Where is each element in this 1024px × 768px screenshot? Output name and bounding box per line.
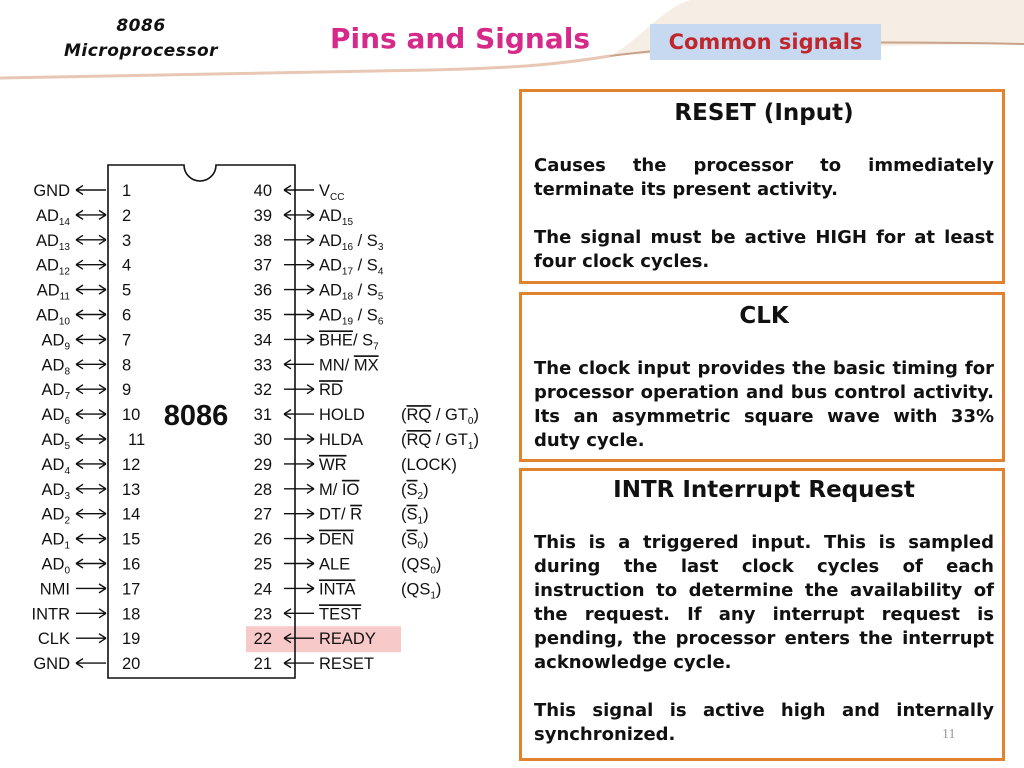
right-pin-36-number: 36 bbox=[253, 281, 272, 300]
right-pin-21-name: RESET bbox=[319, 655, 375, 674]
left-pin-1-arrow bbox=[76, 186, 106, 195]
left-pin-3-number: 3 bbox=[122, 231, 132, 250]
left-pin-2-number: 2 bbox=[122, 206, 132, 225]
left-pin-16-arrow bbox=[76, 559, 106, 568]
left-pin-20-name: GND bbox=[33, 655, 70, 674]
left-pin-8-name: $AD_8$ bbox=[41, 356, 70, 378]
right-pin-24-number: 24 bbox=[253, 580, 272, 599]
right-pin-39-arrow bbox=[284, 210, 314, 219]
left-pin-3-name: $AD_{13}$ bbox=[35, 231, 70, 253]
left-pin-17-arrow bbox=[76, 584, 106, 593]
left-pin-7-arrow bbox=[76, 335, 106, 344]
right-pin-23-arrow bbox=[284, 609, 314, 618]
left-pin-9-number: 9 bbox=[122, 381, 132, 400]
right-pin-30-number: 30 bbox=[253, 431, 272, 449]
right-pin-36-name: $AD_{18} / S_5$ bbox=[319, 281, 384, 303]
left-pin-8-arrow bbox=[76, 360, 106, 369]
left-pin-13-arrow bbox=[76, 484, 106, 493]
left-pin-11-number: 11 bbox=[128, 431, 146, 449]
slide-title: Pins and Signals bbox=[330, 22, 590, 55]
right-pin-29-alt-function: (LOCK) bbox=[401, 455, 457, 474]
right-pin-33-number: 33 bbox=[253, 356, 272, 375]
reset-heading: RESET (Input) bbox=[674, 100, 854, 126]
right-pin-32-arrow bbox=[284, 385, 314, 394]
chip-label: 8086 bbox=[163, 400, 229, 432]
left-pin-2-name: $AD_{14}$ bbox=[35, 206, 70, 228]
right-pin-30-name: HLDA bbox=[319, 431, 364, 449]
right-pin-37-number: 37 bbox=[253, 256, 272, 275]
right-pin-37-name: $AD_{17} / S_4$ bbox=[319, 256, 384, 278]
left-pin-5-number: 5 bbox=[122, 281, 132, 300]
right-pin-39-number: 39 bbox=[253, 206, 272, 225]
left-pin-19-number: 19 bbox=[122, 630, 141, 649]
left-pin-2-arrow bbox=[76, 210, 106, 219]
right-pin-26-name: DEN bbox=[319, 530, 354, 549]
right-pin-27-arrow bbox=[284, 509, 314, 518]
right-pin-36-arrow bbox=[284, 285, 314, 294]
intr-heading: INTR Interrupt Request bbox=[613, 477, 915, 503]
left-pin-13-name: $AD_3$ bbox=[41, 480, 70, 502]
left-pin-12-name: $AD_4$ bbox=[41, 455, 70, 477]
left-pin-10-name: $AD_6$ bbox=[41, 406, 70, 428]
left-pin-18-arrow bbox=[76, 609, 106, 618]
right-pin-40-name: $V_{CC}$ bbox=[319, 182, 345, 203]
left-pin-8-number: 8 bbox=[122, 356, 132, 375]
left-pin-9-arrow bbox=[76, 385, 106, 394]
right-pin-26-arrow bbox=[284, 534, 314, 543]
intr-info-box bbox=[519, 468, 1005, 761]
course-logo bbox=[36, 14, 246, 64]
left-pin-18-name: INTR bbox=[31, 605, 70, 624]
right-pin-25-name: ALE bbox=[319, 555, 351, 574]
right-pin-24-name: INTA bbox=[319, 580, 356, 599]
right-pin-33-name: MN/ MX bbox=[319, 356, 379, 375]
left-pin-17-name: NMI bbox=[39, 580, 70, 599]
right-pin-39-name: $AD_{15}$ bbox=[319, 206, 354, 228]
right-pin-32-number: 32 bbox=[253, 381, 272, 400]
left-pin-5-name: $AD_{11}$ bbox=[36, 281, 70, 303]
right-pin-25-number: 25 bbox=[253, 555, 272, 574]
right-pin-27-name: DT/ R bbox=[319, 505, 363, 524]
left-pin-5-arrow bbox=[76, 285, 106, 294]
right-pin-24-arrow bbox=[284, 584, 314, 593]
right-pin-40-number: 40 bbox=[253, 182, 272, 200]
intr-sync-note: This signal is active high and internally synchronized. bbox=[534, 700, 994, 745]
right-pin-29-number: 29 bbox=[253, 455, 272, 474]
left-pin-20-arrow bbox=[76, 659, 106, 668]
right-pin-34-name: BHE/ $S_7$ bbox=[319, 331, 379, 353]
section-badge bbox=[650, 24, 881, 60]
section-badge-label: Common signals bbox=[668, 30, 863, 54]
left-pin-6-arrow bbox=[76, 310, 106, 319]
right-pin-27-alt-function: $(S_1)$ bbox=[401, 505, 429, 527]
left-pin-15-name: $AD_1$ bbox=[41, 530, 70, 552]
right-pin-23-number: 23 bbox=[253, 605, 272, 624]
logo-line-1: 8086 bbox=[116, 16, 166, 36]
reset-info-box bbox=[519, 89, 1005, 284]
right-pin-27-number: 27 bbox=[253, 505, 272, 524]
left-pin-9-name: $AD_7$ bbox=[41, 381, 70, 403]
right-pin-28-number: 28 bbox=[253, 480, 272, 499]
left-pin-17-number: 17 bbox=[122, 580, 141, 599]
left-pin-4-arrow bbox=[76, 260, 106, 269]
right-pin-29-arrow bbox=[284, 459, 314, 468]
left-pin-1-name: GND bbox=[33, 182, 70, 200]
right-pin-23-name: TEST bbox=[319, 605, 362, 624]
left-pin-14-arrow bbox=[76, 509, 106, 518]
right-pin-25-alt-function: $(QS_0)$ bbox=[401, 555, 442, 577]
right-pin-38-arrow bbox=[284, 235, 314, 244]
left-pin-6-name: $AD_{10}$ bbox=[35, 306, 70, 328]
reset-requirement: The signal must be active HIGH for at least four clock cycles. bbox=[534, 227, 994, 272]
page-number: 11 bbox=[942, 727, 956, 742]
right-pin-24-alt-function: $(QS_1)$ bbox=[401, 580, 442, 602]
left-pin-20-number: 20 bbox=[122, 655, 141, 674]
intr-description: This is a triggered input. This is sampled during the last clock cycles of each instruction to determine the availability of the request. If any interrupt request is pending, the processor enters the interrupt acknowledge cycle. bbox=[534, 532, 994, 673]
right-pin-35-name: $AD_{19} / S_6$ bbox=[319, 306, 384, 328]
right-pin-35-number: 35 bbox=[253, 306, 272, 325]
left-pin-11-name: $AD_5$ bbox=[41, 431, 70, 452]
right-pin-21-number: 21 bbox=[253, 655, 272, 674]
left-pin-7-name: $AD_9$ bbox=[41, 331, 70, 353]
right-pin-30-arrow bbox=[284, 435, 314, 444]
right-pin-26-number: 26 bbox=[253, 530, 272, 549]
pins-group bbox=[32, 182, 479, 673]
clk-description: The clock input provides the basic timing for processor operation and bus control activity. Its an asymmetric square wave with 33% duty cycle. bbox=[534, 358, 994, 451]
left-pin-12-arrow bbox=[76, 459, 106, 468]
right-pin-34-arrow bbox=[284, 335, 314, 344]
right-pin-38-number: 38 bbox=[253, 231, 272, 250]
right-pin-31-number: 31 bbox=[253, 406, 272, 425]
left-pin-15-number: 15 bbox=[122, 530, 141, 549]
right-pin-34-number: 34 bbox=[253, 331, 272, 350]
left-pin-14-number: 14 bbox=[122, 505, 141, 524]
left-pin-14-name: $AD_2$ bbox=[41, 505, 70, 527]
left-pin-10-number: 10 bbox=[122, 406, 141, 425]
left-pin-19-arrow bbox=[76, 634, 106, 643]
left-pin-1-number: 1 bbox=[122, 182, 132, 200]
left-pin-16-name: $AD_0$ bbox=[41, 555, 70, 577]
left-pin-18-number: 18 bbox=[122, 605, 141, 624]
clk-info-box bbox=[519, 292, 1005, 462]
right-pin-31-arrow bbox=[284, 410, 314, 419]
right-pin-25-arrow bbox=[284, 559, 314, 568]
clk-heading: CLK bbox=[739, 303, 789, 329]
right-pin-38-name: $AD_{16} / S_3$ bbox=[319, 231, 384, 253]
left-pin-11-arrow bbox=[76, 435, 106, 444]
right-pin-28-name: M/ IO bbox=[319, 480, 360, 499]
right-pin-22-name: READY bbox=[319, 630, 376, 649]
left-pin-4-name: $AD_{12}$ bbox=[35, 256, 70, 278]
right-pin-22-number: 22 bbox=[253, 630, 272, 649]
left-pin-10-arrow bbox=[76, 410, 106, 419]
left-pin-16-number: 16 bbox=[122, 555, 141, 574]
right-pin-40-arrow bbox=[284, 186, 314, 195]
right-pin-35-arrow bbox=[284, 310, 314, 319]
left-pin-6-number: 6 bbox=[122, 306, 132, 325]
left-pin-19-name: CLK bbox=[37, 630, 70, 649]
left-pin-7-number: 7 bbox=[122, 331, 132, 350]
logo-line-2: Microprocessor bbox=[63, 41, 219, 61]
left-pin-3-arrow bbox=[76, 235, 106, 244]
left-pin-13-number: 13 bbox=[122, 480, 141, 499]
pin-diagram bbox=[0, 160, 515, 685]
right-pin-30-alt-function: $(RQ / GT_1)$ bbox=[401, 431, 479, 452]
right-pin-21-arrow bbox=[284, 659, 314, 668]
right-pin-32-name: RD bbox=[319, 381, 343, 400]
right-pin-31-name: HOLD bbox=[319, 406, 365, 425]
left-pin-12-number: 12 bbox=[122, 455, 141, 474]
left-pin-4-number: 4 bbox=[122, 256, 132, 275]
right-pin-37-arrow bbox=[284, 260, 314, 269]
right-pin-33-arrow bbox=[284, 360, 314, 369]
right-pin-29-name: WR bbox=[319, 455, 347, 474]
right-pin-28-alt-function: $(S_2)$ bbox=[401, 480, 429, 502]
right-pin-28-arrow bbox=[284, 484, 314, 493]
left-pin-15-arrow bbox=[76, 534, 106, 543]
right-pin-31-alt-function: $(RQ / GT_0)$ bbox=[401, 406, 479, 428]
reset-description: Causes the processor to immediately terminate its present activity. bbox=[534, 155, 994, 200]
right-pin-26-alt-function: $(S_0)$ bbox=[401, 530, 429, 552]
